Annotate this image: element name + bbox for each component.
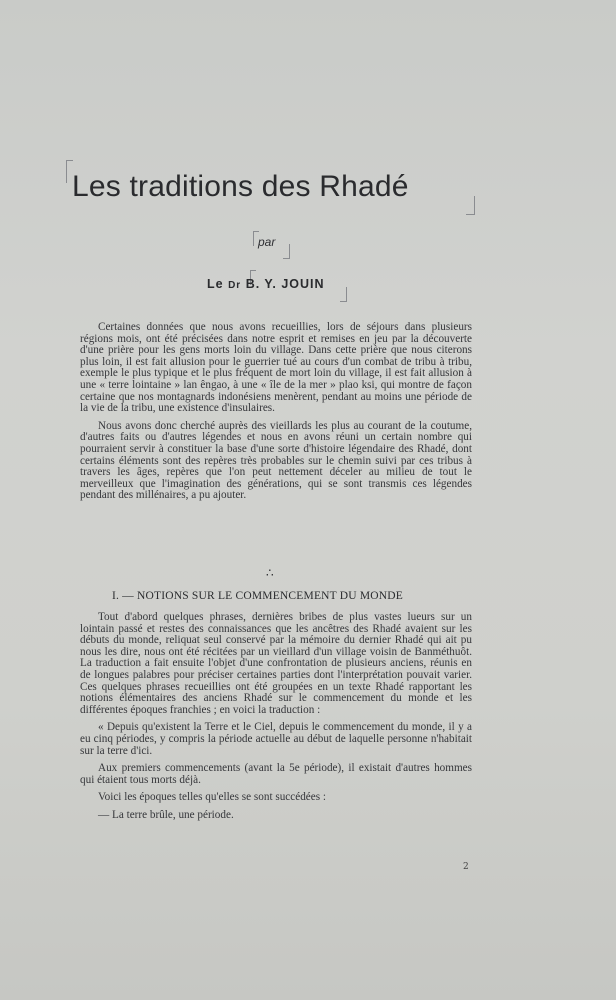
- byline: par: [258, 235, 276, 249]
- section-paragraph: Voici les époques telles qu'elles se sont succédées :: [98, 791, 326, 804]
- section-divider-glyph: ∴: [266, 566, 274, 580]
- intro-paragraph: Nous avons donc cherché auprès des vieillards les plus au courant de la coutume, d'autres faits ou d'autres légendes et nous en avons réuni un certain nombre qui pourraient servir à constituer la base d'une sorte d'histoire légendaire des Rhadé, dont certains éléments sont des repères très probables sur le chemin suivi par ces tribus à travers les âges, repères que l'on peut nettement déceler au milieu de tout le merveilleux que l'imagination des générations, qui se sont transmis ces légendes pendant des millénaires, a pu ajouter.: [80, 419, 472, 502]
- article-title: Les traditions des Rhadé: [72, 170, 409, 203]
- section-heading: I. — NOTIONS SUR LE COMMENCEMENT DU MONDE: [112, 590, 404, 602]
- proof-mark-author-right: [340, 287, 347, 302]
- page-number: 2: [463, 862, 469, 872]
- section-paragraph: « Depuis qu'existent la Terre et le Ciel, depuis le commencement du monde, il y a eu cinq périodes, y compris la période actuelle au début de laquelle personne n'habitait sur la terre d'ici.: [80, 721, 472, 757]
- intro-paragraph: Certaines données que nous avons recueillies, lors de séjours dans plusieurs régions mois, ont été précisées dans notre esprit et remises en jeu par la découverte d'une prière pour les gens morts loin du village. Dans cette prière que nous citerons plus loin, il est fait allusion pour le guerrier tué au cours d'un combat de tribu à tribu, exemple le plus typique et le plus fréquent de mort loin du village, il est fait allusion à une « terre lointaine » lan êngao, à une « île de la mer » plao ksi, qui montre de façon certaine que nos montagnards indonésiens menèrent, pendant au moins une période de la vie de la tribu, une existence d'insulaires.: [80, 321, 472, 415]
- author-degree: Dr: [228, 280, 242, 291]
- section-paragraph: Aux premiers commencements (avant la 5e période), il existait d'autres hommes qui étaient tous morts déjà.: [80, 762, 472, 786]
- section-paragraph: Tout d'abord quelques phrases, dernières bribes de plus vastes lueurs sur un lointain passé et restes des connaissances que les ancêtres des Rhadé avaient sur les débuts du monde, reliquat seul conservé par la mémoire du dernier Rhadé qui ait pu nous les dire, nous ont été récitées par un vieillard d'un village voisin de Banméthuôt. La traduction a fait ensuite l'objet d'une confrontation de plusieurs anciens, réunis en de longues palabres pour préciser certaines parties dont l'interprétation pouvait varier. Ces quelques phrases recueillies ont été groupées en un texte Rhadé rapportant les notions élémentaires des anciens Rhadé sur le commencement du monde et les différentes époques franchies ; en voici la traduction :: [80, 611, 472, 716]
- author-name: B. Y. JOUIN: [245, 277, 325, 291]
- author-line: [207, 277, 325, 291]
- proof-mark-par-right: [283, 244, 290, 259]
- section-text: [80, 612, 472, 828]
- section-paragraph: — La terre brûle, une période.: [98, 808, 234, 821]
- intro-text: [80, 322, 472, 508]
- author-prefix: Le: [207, 277, 224, 291]
